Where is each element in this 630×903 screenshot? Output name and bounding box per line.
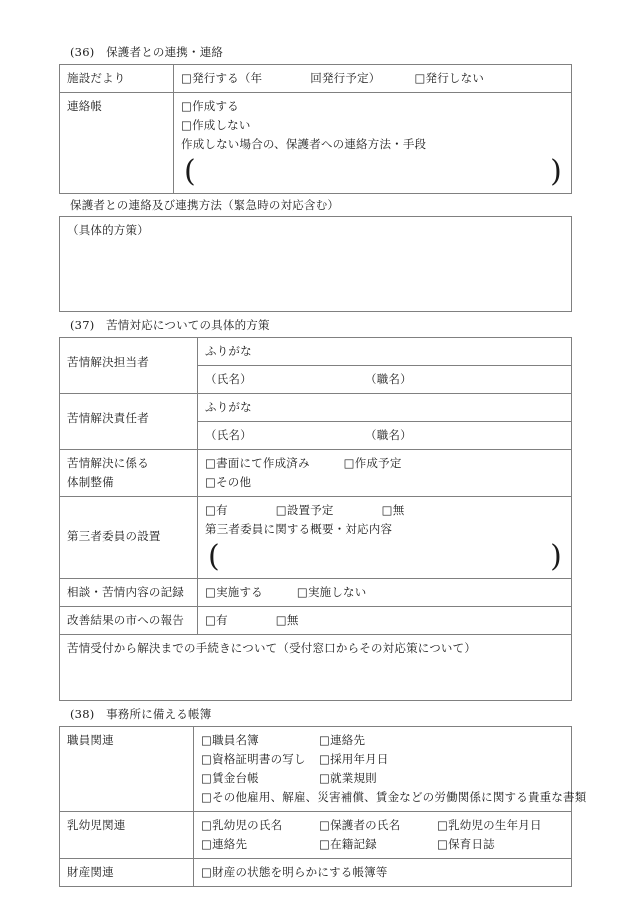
brace-right-icon: ) <box>550 154 562 189</box>
newsletter-option-line <box>181 69 565 88</box>
alternative-method-label: 作成しない場合の、保護者への連絡方法・手段 <box>181 137 427 151</box>
infant-options-line2 <box>201 835 565 854</box>
checkbox-staff-contact[interactable]: □連絡先 <box>319 733 366 747</box>
table-row <box>60 727 572 812</box>
complaint-procedure-cell[interactable] <box>60 635 572 701</box>
checkbox-qualification-copy[interactable]: □資格証明書の写し <box>201 752 306 766</box>
checkbox-record-dont[interactable]: □実施しない <box>296 585 367 599</box>
row-label-text: 苦情解決担当者 <box>67 355 149 369</box>
row-label-contact-book <box>60 93 174 194</box>
system-options-line1 <box>205 454 565 473</box>
row-label-third-party-committee <box>60 497 198 579</box>
row-label-complaint-manager <box>60 394 198 450</box>
row-label-text: 苦情解決責任者 <box>67 411 149 425</box>
record-options-line <box>198 579 571 606</box>
checkbox-planned[interactable]: □作成予定 <box>343 456 402 470</box>
newsletter-options <box>174 65 571 92</box>
complaint-procedure-label: 苦情受付から解決までの手続きについて（受付窓口からその対応策について） <box>67 641 477 655</box>
row-label-text: 相談・苦情内容の記録 <box>67 585 184 599</box>
checkbox-hire-date[interactable]: □採用年月日 <box>319 752 389 766</box>
checkbox-property-ledger[interactable]: □財産の状態を明らかにする帳簿等 <box>201 865 388 879</box>
infant-options-block <box>194 812 571 858</box>
row-label-complaint-officer <box>60 338 198 394</box>
staff-options-line3 <box>201 769 565 788</box>
table-row <box>60 217 572 312</box>
checkbox-report-no[interactable]: □無 <box>275 613 299 627</box>
section-38-table <box>59 726 587 887</box>
section-36-heading: (36) 保護者との連携・連絡 <box>70 45 224 59</box>
manager-name-cell[interactable] <box>198 422 572 450</box>
checkbox-wage-ledger[interactable]: □賃金台帳 <box>201 771 259 785</box>
infant-related-options <box>194 812 572 859</box>
officer-name-cell[interactable] <box>198 366 572 394</box>
officer-name-line <box>198 366 571 393</box>
table-row <box>60 338 572 366</box>
furigana-label: ふりがな <box>205 400 252 414</box>
checkbox-other[interactable]: □その他 <box>205 475 252 489</box>
checkbox-create[interactable]: □作成する <box>181 99 239 113</box>
third-party-note-label: 第三者委員に関する概要・対応内容 <box>205 522 393 536</box>
section-36-table <box>59 64 572 194</box>
checkbox-committee-planned[interactable]: □設置予定 <box>275 503 334 517</box>
brace-left-icon: ( <box>184 154 196 189</box>
checkbox-guardian-name[interactable]: □保護者の氏名 <box>319 818 401 832</box>
section-37-table <box>59 337 572 701</box>
section-38-heading: (38) 事務所に備える帳簿 <box>70 707 212 721</box>
report-options-line <box>198 607 571 634</box>
row-label-city-report <box>60 607 198 635</box>
checkbox-infant-birthdate[interactable]: □乳幼児の生年月日 <box>437 818 542 832</box>
publish-tail-text: 回発行予定） <box>310 71 381 85</box>
checkbox-work-rules[interactable]: □就業規則 <box>319 771 377 785</box>
checkbox-other-labor-docs[interactable]: □その他雇用、解雇、災害補償、賃金などの労働関係に関する貴重な書類 <box>201 790 587 804</box>
row-label-newsletter <box>60 65 174 93</box>
checkbox-no-publish[interactable]: □発行しない <box>414 71 485 85</box>
row-label-text: 施設だより <box>67 71 126 85</box>
table-row <box>60 579 572 607</box>
infant-options-line1 <box>201 816 565 835</box>
complaint-record-options <box>198 579 572 607</box>
checkbox-written-done[interactable]: □書面にて作成済み <box>205 456 310 470</box>
form-sheet <box>59 44 587 887</box>
checkbox-enrollment-record[interactable]: □在籍記録 <box>319 837 377 851</box>
row-label-text: 職員関連 <box>67 733 114 747</box>
manager-name-line <box>198 422 571 449</box>
row-value-contact-book <box>174 93 572 194</box>
alternative-method-entry[interactable] <box>181 155 565 189</box>
concrete-measures-cell[interactable] <box>60 217 572 312</box>
system-options-block <box>198 450 571 496</box>
third-party-committee-options <box>198 497 572 579</box>
staff-options-line1 <box>201 731 565 750</box>
row-label-staff-related <box>60 727 194 812</box>
row-label-text-block <box>60 450 197 496</box>
row-label-line1: 苦情解決に係る <box>67 456 149 470</box>
city-report-options <box>198 607 572 635</box>
title-label: （職名） <box>365 428 412 442</box>
table-row <box>60 812 572 859</box>
name-label: （氏名） <box>205 428 252 442</box>
table-row <box>60 394 572 422</box>
staff-options-block <box>194 727 587 811</box>
checkbox-childcare-journal[interactable]: □保育日誌 <box>437 837 495 851</box>
staff-related-options <box>194 727 587 812</box>
checkbox-staff-roster[interactable]: □職員名簿 <box>201 733 259 747</box>
row-label-text: 財産関連 <box>67 865 114 879</box>
staff-options-line2 <box>201 750 565 769</box>
third-party-block <box>198 497 571 578</box>
table-row <box>60 497 572 579</box>
manager-furigana-cell[interactable] <box>198 394 572 422</box>
checkbox-publish[interactable]: □発行する（年 <box>181 71 263 85</box>
section-37-heading: (37) 苦情対応についての具体的方策 <box>70 318 270 332</box>
system-development-options <box>198 450 572 497</box>
checkbox-record-do[interactable]: □実施する <box>205 585 263 599</box>
checkbox-infant-contact[interactable]: □連絡先 <box>201 837 248 851</box>
brace-right-icon: ) <box>550 539 562 574</box>
row-label-line2: 体制整備 <box>67 475 114 489</box>
row-label-text: 乳幼児関連 <box>67 818 126 832</box>
furigana-label: ふりがな <box>205 344 252 358</box>
section-36-free-table <box>59 216 572 312</box>
table-row <box>60 450 572 497</box>
checkbox-infant-name[interactable]: □乳幼児の氏名 <box>201 818 283 832</box>
row-label-text: 第三者委員の設置 <box>67 529 161 543</box>
officer-furigana-cell[interactable] <box>198 338 572 366</box>
name-label: （氏名） <box>205 372 252 386</box>
checkbox-no-committee[interactable]: □無 <box>381 503 405 517</box>
table-row <box>60 93 572 194</box>
row-label-text: 改善結果の市への報告 <box>67 613 184 627</box>
parent-contact-method-label: 保護者との連絡及び連携方法（緊急時の対応含む） <box>70 198 340 212</box>
concrete-measures-placeholder: （具体的方策） <box>67 223 149 237</box>
row-label-property-related <box>60 859 194 887</box>
row-label-infant-related <box>60 812 194 859</box>
checkbox-not-create[interactable]: □作成しない <box>181 118 251 132</box>
row-label-text: 連絡帳 <box>67 99 103 113</box>
table-row <box>60 607 572 635</box>
contact-book-options <box>174 93 571 193</box>
row-value-newsletter <box>174 65 572 93</box>
table-row <box>60 635 572 701</box>
row-label-complaint-record <box>60 579 198 607</box>
property-related-options <box>194 859 572 887</box>
checkbox-has-committee[interactable]: □有 <box>205 503 228 517</box>
title-label: （職名） <box>365 372 412 386</box>
brace-left-icon: ( <box>208 539 220 574</box>
third-party-entry[interactable] <box>205 540 565 574</box>
table-row <box>60 65 572 93</box>
third-party-options-line <box>205 501 565 520</box>
row-label-system-development <box>60 450 198 497</box>
checkbox-report-yes[interactable]: □有 <box>205 613 228 627</box>
table-row <box>60 859 572 887</box>
